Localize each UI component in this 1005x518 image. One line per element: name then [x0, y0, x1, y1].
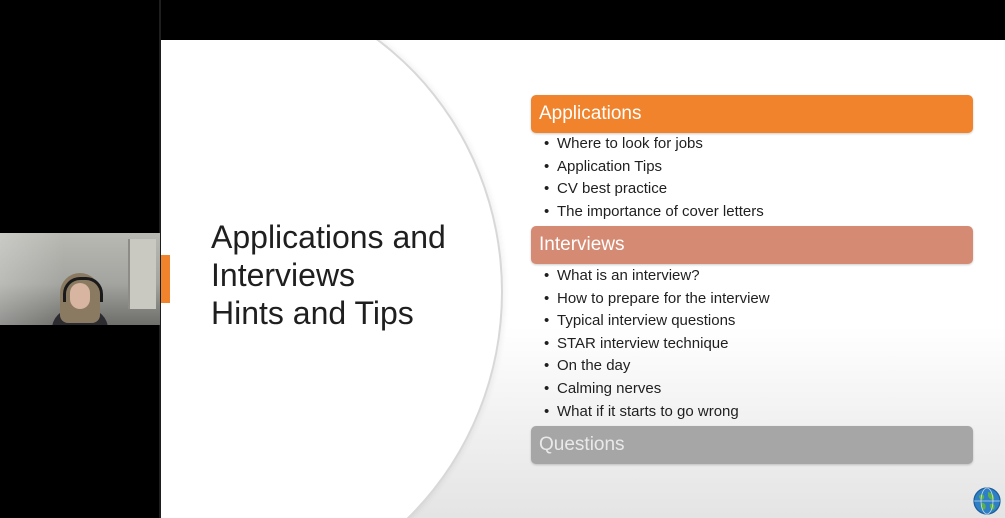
list-item: • Where to look for jobs — [544, 133, 764, 156]
section-header-questions: Questions — [531, 426, 973, 464]
list-item: • On the day — [544, 355, 770, 378]
section-header-interviews: Interviews — [531, 226, 973, 264]
webcam-video-feed[interactable] — [0, 233, 160, 325]
applications-list — [544, 133, 764, 223]
slide-title-line: Hints and Tips — [211, 295, 414, 331]
list-item: • Application Tips — [544, 156, 764, 179]
headset-icon — [63, 277, 103, 302]
list-item: • Typical interview questions — [544, 310, 770, 333]
list-item: • The importance of cover letters — [544, 201, 764, 224]
interviews-list — [544, 265, 770, 423]
slide-title-line: Applications and — [211, 219, 446, 255]
slide-accent-bar — [161, 255, 170, 303]
slide-title — [211, 218, 511, 332]
slide-title-line: Interviews — [211, 257, 356, 293]
globe-logo-icon — [973, 487, 1001, 515]
presentation-slide — [161, 40, 1005, 518]
list-item: • What is an interview? — [544, 265, 770, 288]
list-item: • What if it starts to go wrong — [544, 401, 770, 424]
top-letterbox-bar — [161, 0, 1005, 40]
list-item: • STAR interview technique — [544, 333, 770, 356]
list-item: • How to prepare for the interview — [544, 288, 770, 311]
list-item: • Calming nerves — [544, 378, 770, 401]
webcam-background-door — [128, 239, 156, 309]
list-item: • CV best practice — [544, 178, 764, 201]
section-header-applications: Applications — [531, 95, 973, 133]
